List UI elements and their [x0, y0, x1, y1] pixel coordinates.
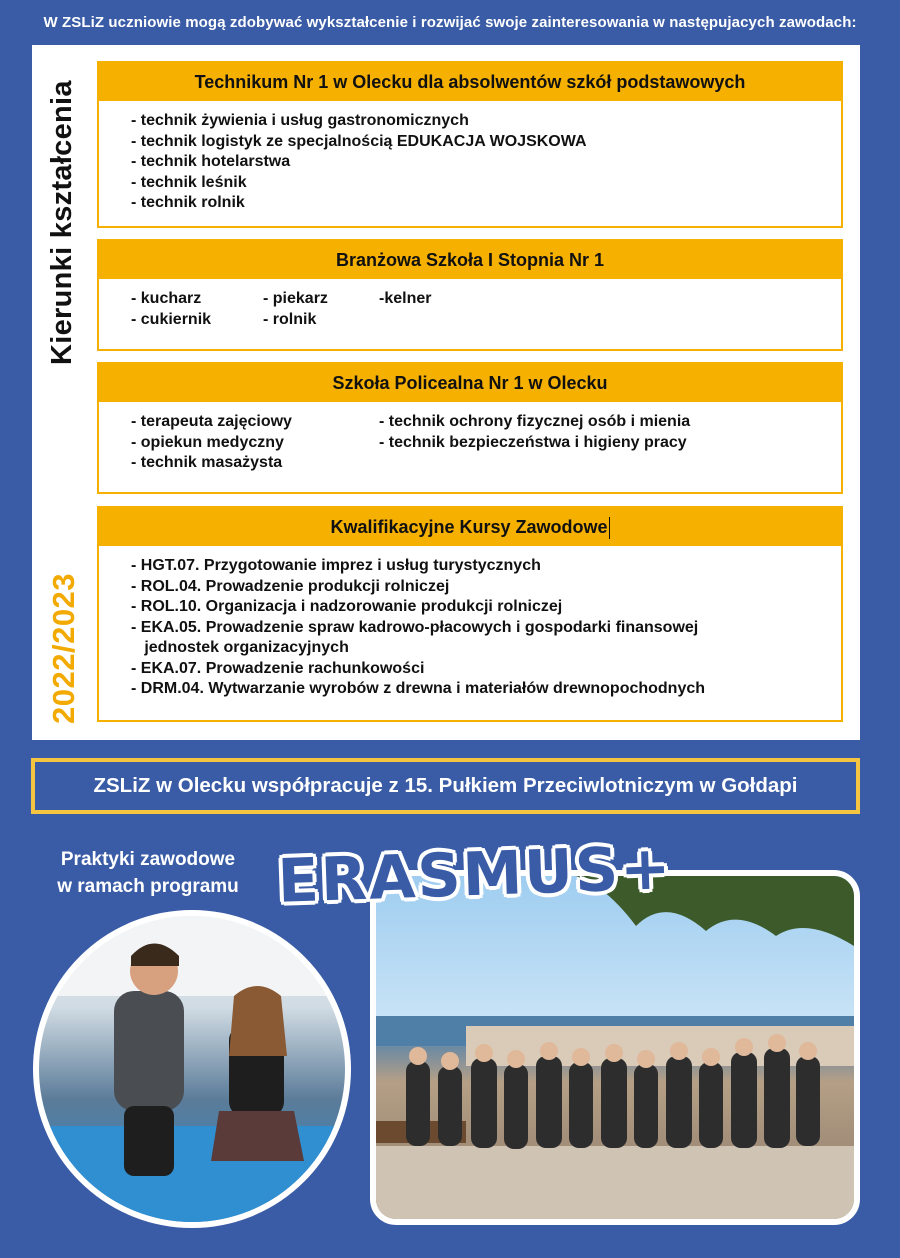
list-item: - ROL.04. Prowadzenie produkcji rolniczej	[131, 577, 450, 595]
section-technikum	[97, 61, 843, 228]
ship-photo-illustration	[39, 916, 345, 1222]
section-list	[99, 279, 841, 330]
list-item: -kelner	[379, 290, 432, 307]
group-photo-illustration	[376, 876, 854, 1219]
list-item: - technik hotelarstwa	[131, 153, 291, 170]
ship-photo	[33, 910, 351, 1228]
list-item: - EKA.07. Prowadzenie rachunkowości	[131, 659, 425, 677]
section-title: Szkoła Policealna Nr 1 w Olecku	[99, 364, 841, 402]
list-item: - technik bezpieczeństwa i higieny pracy	[379, 433, 687, 451]
section-title: Branżowa Szkoła I Stopnia Nr 1	[99, 241, 841, 279]
list-item: - technik logistyk ze specjalnością EDUKACJA WOJSKOWA	[131, 132, 587, 150]
list-item: jednostek organizacyjnych	[131, 639, 349, 656]
intro-text: W ZSLiZ uczniowie mogą zdobywać wykształcenie i rozwijać swoje zainteresowania w następujacych zawodach:	[43, 14, 857, 31]
collaboration-banner: ZSLiZ w Olecku współpracuje z 15. Pułkiem Przeciwlotniczym w Gołdapi	[31, 758, 860, 814]
section-title-text: Kwalifikacyjne Kursy Zawodowe	[330, 517, 608, 537]
list-item: - kucharz	[131, 290, 202, 307]
list-item: - piekarz	[263, 290, 328, 307]
section-list	[99, 402, 841, 474]
praktyki-line: w ramach programu	[57, 876, 239, 897]
text-caret	[609, 517, 610, 539]
list-item: - DRM.04. Wytwarzanie wyrobów z drewna i materiałów drewnopochodnych	[131, 680, 706, 697]
list-item: - technik leśnik	[131, 173, 247, 191]
list-column	[131, 412, 379, 474]
list-item: - cukiernik	[131, 310, 212, 328]
list-item: - technik rolnik	[131, 194, 245, 211]
list-column	[263, 289, 379, 330]
list-item: - technik ochrony fizycznej osób i mienia	[379, 413, 691, 430]
side-year: 2022/2023	[46, 572, 81, 724]
praktyki-line: Praktyki zawodowe	[60, 849, 236, 870]
section-branzowa	[97, 239, 843, 351]
list-item: - HGT.07. Przygotowanie imprez i usług turystycznych	[131, 557, 541, 574]
list-item: - rolnik	[263, 310, 317, 328]
list-item: - terapeuta zajęciowy	[131, 413, 292, 430]
list-item: - technik żywienia i usług gastronomicznych	[131, 112, 469, 129]
section-list	[99, 101, 841, 214]
list-item: - ROL.10. Organizacja i nadzorowanie produkcji rolniczej	[131, 598, 563, 615]
section-kkz	[97, 506, 843, 722]
erasmus-logo: ERASMUS+	[276, 833, 674, 917]
section-title	[99, 508, 841, 546]
section-list	[99, 546, 841, 700]
list-column	[131, 289, 263, 330]
praktyki-caption	[28, 846, 268, 900]
list-item: - EKA.05. Prowadzenie spraw kadrowo-płacowych i gospodarki finansowej	[131, 618, 699, 636]
section-policealna	[97, 362, 843, 494]
section-title: Technikum Nr 1 w Olecku dla absolwentów szkół podstawowych	[99, 63, 841, 101]
list-item: - technik masażysta	[131, 454, 283, 471]
side-title: Kierunki kształcenia	[46, 80, 78, 365]
list-item: - opiekun medyczny	[131, 433, 284, 451]
list-column	[379, 289, 431, 330]
ground	[376, 1146, 854, 1219]
list-column	[379, 412, 690, 474]
